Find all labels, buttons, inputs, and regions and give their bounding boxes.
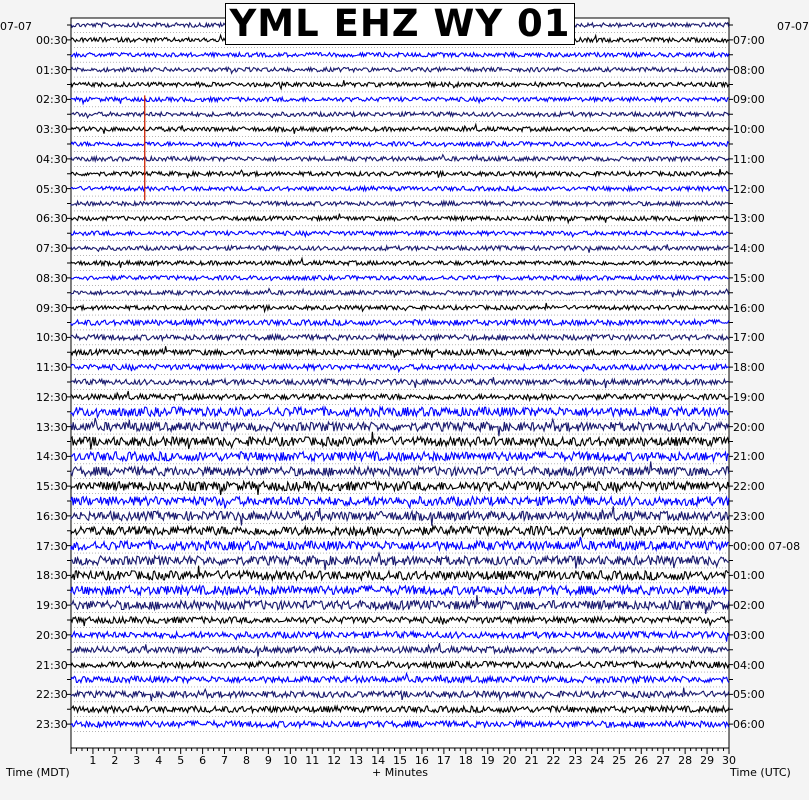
right-time-tick: 03:00	[733, 628, 765, 642]
right-time-tick: 19:00	[733, 390, 765, 404]
minute-tick-label: 19	[480, 754, 495, 767]
x-axis-label: + Minutes	[372, 766, 429, 779]
minute-tick-label: 23	[568, 754, 583, 767]
left-time-tick: 15:30	[36, 480, 68, 494]
minute-tick-label: 21	[524, 754, 539, 767]
minute-tick-label: 28	[678, 754, 693, 767]
minute-tick-label: 26	[634, 754, 649, 767]
left-time-tick: 06:30	[36, 212, 68, 226]
right-time-tick: 01:00	[733, 569, 765, 583]
right-time-tick: 07:00	[733, 33, 765, 47]
minute-tick-label: 3	[133, 754, 141, 767]
minute-tick-label: 14	[371, 754, 386, 767]
minute-tick-label: 2	[111, 754, 119, 767]
minute-tick-label: 6	[199, 754, 207, 767]
right-time-tick: 14:00	[733, 242, 765, 256]
minute-tick-label: 25	[612, 754, 627, 767]
right-time-tick: 11:00	[733, 152, 765, 166]
minute-tick-label: 22	[546, 754, 561, 767]
left-time-tick: 20:30	[36, 628, 68, 642]
minute-tick-label: 8	[243, 754, 250, 767]
left-time-tick: 10:30	[36, 331, 68, 345]
right-time-tick: 16:00	[733, 301, 765, 315]
right-time-tick: 05:00	[733, 688, 765, 702]
right-time-tick: 17:00	[733, 331, 765, 345]
minute-tick-label: 13	[349, 754, 364, 767]
right-time-tick: 06:00	[733, 718, 765, 732]
minute-tick-label: 1	[89, 754, 97, 767]
left-time-tick: 17:30	[36, 539, 68, 553]
right-time-tick: 22:00	[733, 480, 765, 494]
minute-tick-label: 27	[656, 754, 671, 767]
right-date-label-top: 07-07	[777, 20, 809, 33]
left-date-label: 07-07	[0, 20, 32, 33]
left-time-tick: 12:30	[36, 390, 68, 404]
minute-tick-label: 9	[264, 754, 272, 767]
minute-tick-label: 18	[458, 754, 473, 767]
left-time-tick: 07:30	[36, 242, 68, 256]
right-axis-label: Time (UTC)	[730, 766, 791, 779]
right-time-tick: 10:00	[733, 123, 765, 137]
right-time-tick: 09:00	[733, 93, 765, 107]
left-time-tick: 23:30	[36, 718, 68, 732]
left-time-tick: 16:30	[36, 509, 68, 523]
minute-tick-label: 16	[414, 754, 429, 767]
right-time-tick: 12:00	[733, 182, 765, 196]
right-time-tick: 04:00	[733, 658, 765, 672]
left-time-tick: 08:30	[36, 271, 68, 285]
left-time-tick: 03:30	[36, 123, 68, 137]
right-time-tick: 13:00	[733, 212, 765, 226]
minute-tick-label: 17	[436, 754, 451, 767]
left-time-tick: 22:30	[36, 688, 68, 702]
left-time-tick: 14:30	[36, 450, 68, 464]
left-time-tick: 04:30	[36, 152, 68, 166]
minute-tick-label: 11	[305, 754, 320, 767]
minute-tick-label: 7	[221, 754, 228, 767]
right-time-tick: 15:00	[733, 271, 765, 285]
left-time-tick: 01:30	[36, 63, 68, 77]
minute-tick-label: 5	[177, 754, 185, 767]
right-time-tick: 18:00	[733, 361, 765, 375]
right-time-tick: 20:00	[733, 420, 765, 434]
right-time-tick: 21:00	[733, 450, 765, 464]
right-time-tick: 00:00 07-08	[733, 539, 801, 553]
left-time-tick: 19:30	[36, 599, 68, 613]
chart-title: YML EHZ WY 01	[225, 3, 575, 45]
left-time-tick: 05:30	[36, 182, 68, 196]
left-time-tick: 00:30	[36, 33, 68, 47]
left-time-tick: 13:30	[36, 420, 68, 434]
right-time-tick: 02:00	[733, 599, 765, 613]
right-time-tick: 23:00	[733, 509, 765, 523]
minute-tick-label: 30	[722, 754, 736, 767]
left-time-tick: 02:30	[36, 93, 68, 107]
left-time-tick: 09:30	[36, 301, 68, 315]
minute-tick-label: 24	[590, 754, 605, 767]
minute-tick-label: 15	[393, 754, 407, 767]
minute-tick-label: 20	[502, 754, 517, 767]
left-time-tick: 11:30	[36, 361, 68, 375]
left-axis-label: Time (MDT)	[6, 766, 70, 779]
minute-tick-label: 4	[155, 754, 163, 767]
minute-tick-label: 12	[327, 754, 342, 767]
minute-tick-label: 29	[700, 754, 715, 767]
minute-tick-label: 10	[283, 754, 298, 767]
right-date-label-mid: 07-08	[764, 539, 801, 553]
right-time-tick: 08:00	[733, 63, 765, 77]
left-time-tick: 21:30	[36, 658, 68, 672]
left-time-tick: 18:30	[36, 569, 68, 583]
